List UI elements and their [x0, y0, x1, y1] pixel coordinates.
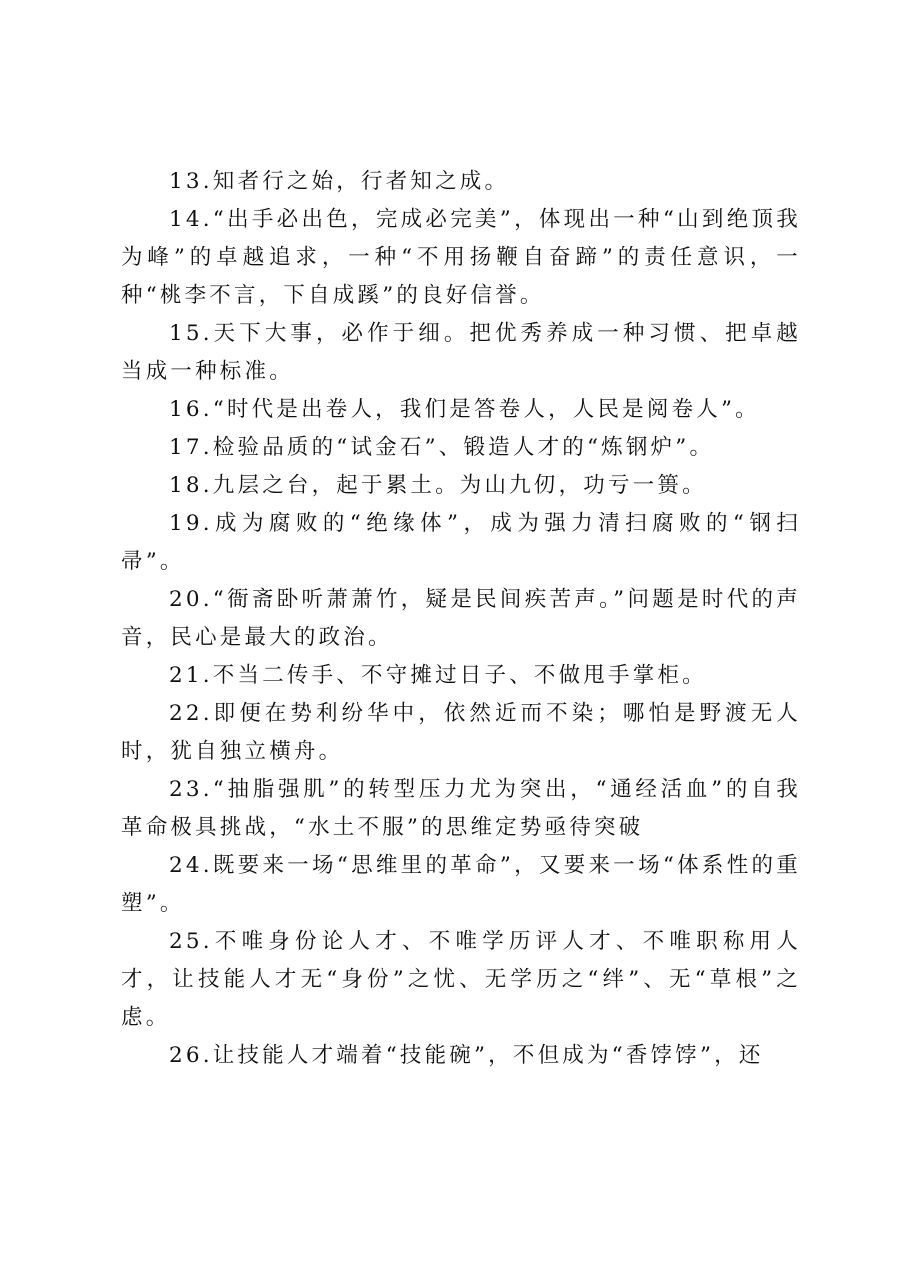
document-body	[121, 163, 801, 1075]
list-item: 17.检验品质的“试金石”、锻造人才的“炼钢炉”。	[169, 435, 715, 460]
list-item: 22.即便在势利纷华中，依然近而不染；哪怕是野渡无人时，犹自独立横舟。	[121, 701, 801, 764]
list-item: 15.天下大事，必作于细。把优秀养成一种习惯、把卓越当成一种标准。	[121, 321, 801, 384]
list-item: 24.既要来一场“思维里的革命”，又要来一场“体系性的重塑”。	[121, 853, 801, 916]
list-item: 23.“抽脂强肌”的转型压力尤为突出，“通经活血”的自我革命极具挑战，“水土不服”的思维定势亟待突破	[121, 777, 801, 840]
list-item: 25.不唯身份论人才、不唯学历评人才、不唯职称用人才，让技能人才无“身份”之忧、无学历之“绊”、无“草根”之虑。	[121, 929, 801, 1030]
list-item: 13.知者行之始，行者知之成。	[169, 169, 510, 194]
list-item: 18.九层之台，起于累土。为山九仞，功亏一篑。	[169, 473, 707, 498]
list-item: 16.“时代是出卷人，我们是答卷人，人民是阅卷人”。	[169, 397, 760, 422]
list-item: 19.成为腐败的“绝缘体”，成为强力清扫腐败的“钢扫帚”。	[121, 511, 801, 574]
list-item: 20.“衙斋卧听萧萧竹，疑是民间疾苦声。”问题是时代的声音，民心是最大的政治。	[121, 587, 801, 650]
list-item: 14.“出手必出色，完成必完美”，体现出一种“山到绝顶我为峰”的卓越追求，一种“不用扬鞭自奋蹄”的责任意识，一种“桃李不言，下自成蹊”的良好信誉。	[121, 207, 801, 308]
list-item: 21.不当二传手、不守摊过日子、不做甩手掌柜。	[169, 663, 707, 688]
list-item: 26.让技能人才端着“技能碗”，不但成为“香饽饽”，还	[169, 1043, 764, 1068]
